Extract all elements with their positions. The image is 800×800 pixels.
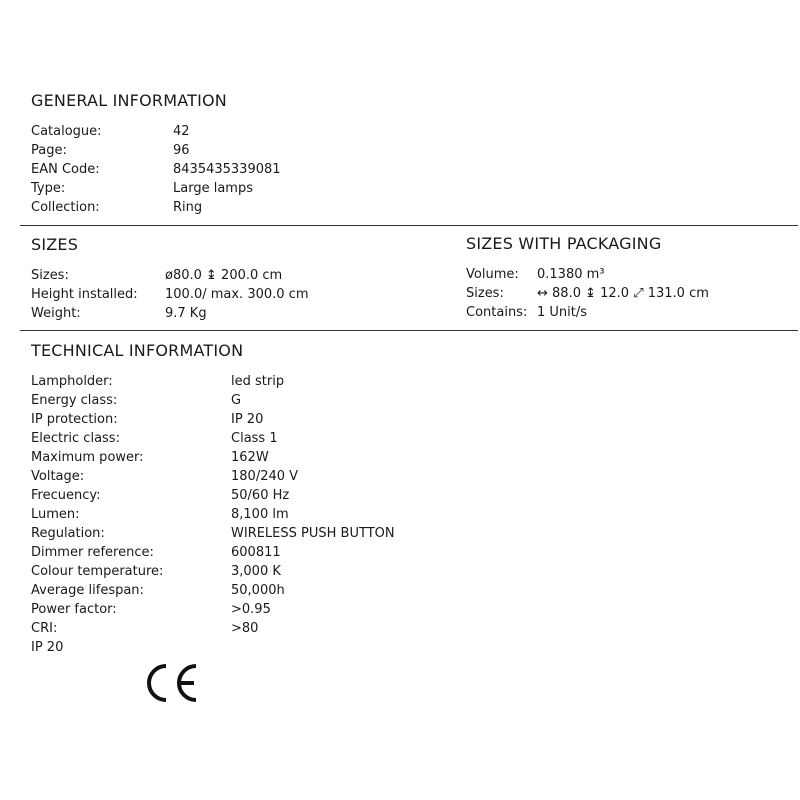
ip-protection-value: IP 20 bbox=[231, 412, 264, 427]
volume-label: Volume: bbox=[466, 267, 519, 282]
regulation-label: Regulation: bbox=[31, 526, 105, 541]
height-installed-label: Height installed: bbox=[31, 287, 138, 302]
sizes-label: Sizes: bbox=[31, 268, 69, 283]
ce-mark-icon bbox=[146, 662, 200, 704]
maximum-power-value: 162W bbox=[231, 450, 269, 465]
voltage-value: 180/240 V bbox=[231, 469, 299, 484]
divider-2 bbox=[20, 330, 798, 331]
contains-label: Contains: bbox=[466, 305, 528, 320]
maximum-power-label: Maximum power: bbox=[31, 450, 144, 465]
lumen-label: Lumen: bbox=[31, 507, 80, 522]
catalogue-value: 42 bbox=[173, 124, 190, 139]
page-value: 96 bbox=[173, 143, 190, 158]
sizes-value: ø80.0 ↨ 200.0 cm bbox=[165, 268, 283, 283]
colour-temperature-label: Colour temperature: bbox=[31, 564, 164, 579]
catalogue-label: Catalogue: bbox=[31, 124, 102, 139]
sizes-with-packaging-heading: SIZES WITH PACKAGING bbox=[466, 234, 662, 253]
type-value: Large lamps bbox=[173, 181, 253, 196]
lumen-value: 8,100 lm bbox=[231, 507, 289, 522]
cri-label: CRI: bbox=[31, 621, 58, 636]
energy-class-label: Energy class: bbox=[31, 393, 118, 408]
divider-1 bbox=[20, 225, 798, 226]
packaging-sizes-value: ↔ 88.0 ↨ 12.0 ⤢ 131.0 cm bbox=[537, 286, 709, 301]
lampholder-label: Lampholder: bbox=[31, 374, 113, 389]
frequency-label: Frecuency: bbox=[31, 488, 101, 503]
ean-code-value: 8435435339081 bbox=[173, 162, 281, 177]
collection-value: Ring bbox=[173, 200, 203, 215]
height-installed-value: 100.0/ max. 300.0 cm bbox=[165, 287, 309, 302]
frequency-value: 50/60 Hz bbox=[231, 488, 290, 503]
average-lifespan-label: Average lifespan: bbox=[31, 583, 144, 598]
contains-value: 1 Unit/s bbox=[537, 305, 588, 320]
packaging-sizes-label: Sizes: bbox=[466, 286, 504, 301]
dimmer-reference-value: 600811 bbox=[231, 545, 281, 560]
general-information-heading: GENERAL INFORMATION bbox=[31, 91, 227, 110]
power-factor-value: >0.95 bbox=[231, 602, 271, 617]
weight-label: Weight: bbox=[31, 306, 81, 321]
dimmer-reference-label: Dimmer reference: bbox=[31, 545, 154, 560]
voltage-label: Voltage: bbox=[31, 469, 85, 484]
page-label: Page: bbox=[31, 143, 67, 158]
energy-class-value: G bbox=[231, 393, 242, 408]
ip-rating-footer-text: IP 20 bbox=[31, 640, 64, 655]
average-lifespan-value: 50,000h bbox=[231, 583, 285, 598]
cri-value: >80 bbox=[231, 621, 259, 636]
power-factor-label: Power factor: bbox=[31, 602, 117, 617]
ip-protection-label: IP protection: bbox=[31, 412, 118, 427]
ean-code-label: EAN Code: bbox=[31, 162, 100, 177]
type-label: Type: bbox=[31, 181, 66, 196]
weight-value: 9.7 Kg bbox=[165, 306, 207, 321]
electric-class-label: Electric class: bbox=[31, 431, 120, 446]
colour-temperature-value: 3,000 K bbox=[231, 564, 281, 579]
collection-label: Collection: bbox=[31, 200, 100, 215]
regulation-value: WIRELESS PUSH BUTTON bbox=[231, 526, 395, 541]
lampholder-value: led strip bbox=[231, 374, 285, 389]
technical-information-heading: TECHNICAL INFORMATION bbox=[31, 341, 244, 360]
electric-class-value: Class 1 bbox=[231, 431, 278, 446]
volume-value: 0.1380 m³ bbox=[537, 267, 605, 282]
sizes-heading: SIZES bbox=[31, 235, 79, 254]
